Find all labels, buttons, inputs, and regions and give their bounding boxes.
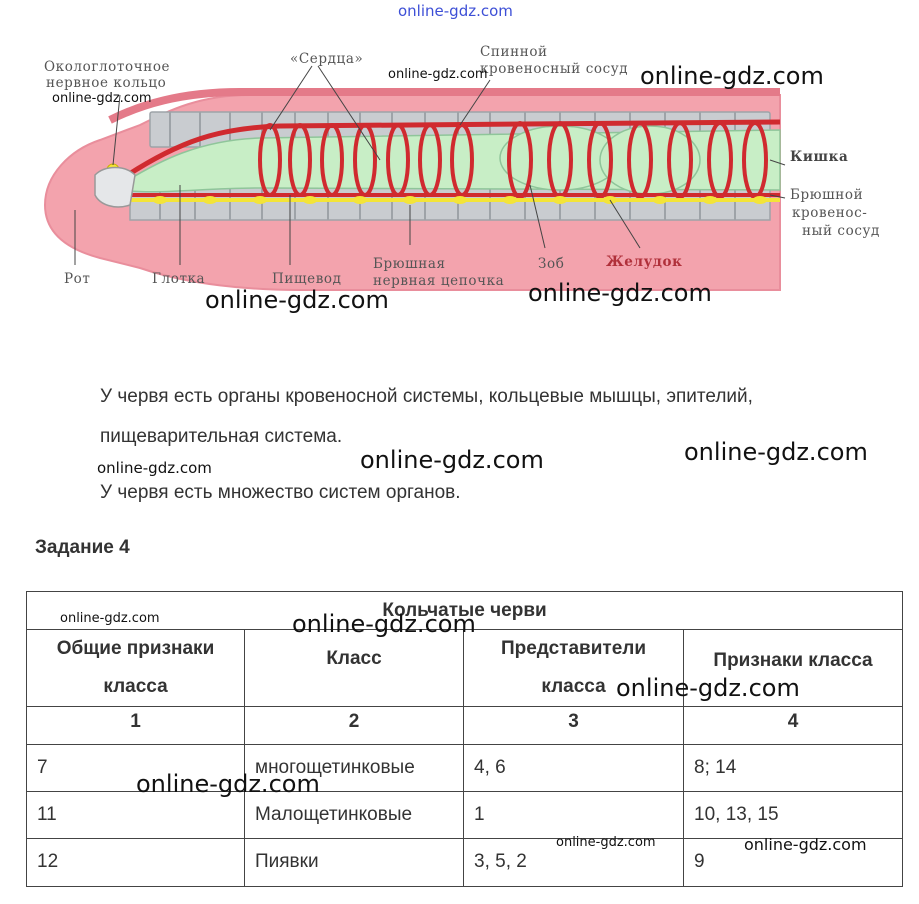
paragraph-line: У червя есть органы кровеносной системы, кольцевые мышцы, эпителий,: [100, 386, 753, 407]
header-line: Представители: [500, 638, 647, 659]
table-cell: 1: [464, 792, 684, 839]
label-gizzard: Желудок: [606, 254, 683, 270]
label-dorsal-vessel-2: кровеносный сосуд: [480, 61, 629, 77]
table-cell: 8; 14: [684, 745, 903, 792]
column-number: 4: [684, 707, 903, 745]
header-line: класса: [541, 676, 606, 697]
label-nerve-ring-1: Окологлоточное: [44, 59, 171, 75]
watermark: online-gdz.com: [640, 62, 824, 90]
header-line: Общие признаки: [56, 638, 215, 659]
table-header: [27, 630, 245, 707]
label-ventral-vessel-3: ный сосуд: [802, 223, 880, 239]
label-nerve-chain-1: Брюшная: [373, 256, 446, 272]
watermark: online-gdz.com: [292, 610, 476, 638]
table-title: Кольчатые черви: [27, 592, 903, 630]
table-cell: 3, 5, 2: [464, 839, 684, 887]
watermark: online-gdz.com: [60, 611, 160, 626]
table-cell: 4, 6: [464, 745, 684, 792]
earthworm-diagram: [0, 0, 919, 310]
column-number: 3: [464, 707, 684, 745]
label-mouth: Рот: [64, 271, 91, 287]
table-row: [27, 792, 903, 839]
watermark: online-gdz.com: [97, 459, 212, 477]
label-pharynx: Глотка: [152, 271, 206, 287]
watermark: online-gdz.com: [616, 674, 800, 702]
label-esophagus: Пищевод: [272, 271, 342, 287]
label-hearts: «Сердца»: [290, 51, 364, 67]
label-nerve-ring-2: нервное кольцо: [46, 75, 167, 91]
table-cell: 10, 13, 15: [684, 792, 903, 839]
watermark: online-gdz.com: [136, 770, 320, 798]
task-heading: Задание 4: [35, 537, 130, 558]
label-ventral-vessel-1: Брюшной: [790, 187, 864, 203]
watermark: online-gdz.com: [684, 438, 868, 466]
table-cell: 12: [27, 839, 245, 887]
header-line: класса: [103, 676, 168, 697]
header-line: Класс: [326, 648, 382, 669]
watermark: online-gdz.com: [360, 446, 544, 474]
label-intestine: Кишка: [790, 149, 849, 165]
table-cell: многощетинковые: [245, 745, 464, 792]
watermark: online-gdz.com: [528, 279, 712, 307]
paragraph-line: пищеварительная система.: [100, 426, 343, 447]
watermark: online-gdz.com: [556, 835, 656, 850]
label-nerve-chain-2: нервная цепочка: [373, 273, 505, 289]
column-number: 2: [245, 707, 464, 745]
watermark: online-gdz.com: [388, 67, 488, 82]
watermark: online-gdz.com: [205, 286, 389, 314]
table-cell: Малощетинковые: [245, 792, 464, 839]
header-line: Признаки класса: [713, 650, 873, 671]
watermark: online-gdz.com: [744, 835, 867, 854]
watermark-top: online-gdz.com: [398, 2, 513, 20]
watermark: online-gdz.com: [52, 91, 152, 106]
label-dorsal-vessel-1: Спинной: [480, 44, 548, 60]
label-ventral-vessel-2: кровенос-: [792, 205, 868, 221]
paragraph-line: У червя есть множество систем органов.: [100, 482, 461, 503]
column-number: 1: [27, 707, 245, 745]
table-cell: 9: [684, 839, 903, 887]
table-cell: 7: [27, 745, 245, 792]
table-header: [245, 630, 464, 707]
label-crop: Зоб: [538, 256, 565, 272]
table-cell: Пиявки: [245, 839, 464, 887]
table-cell: 11: [27, 792, 245, 839]
